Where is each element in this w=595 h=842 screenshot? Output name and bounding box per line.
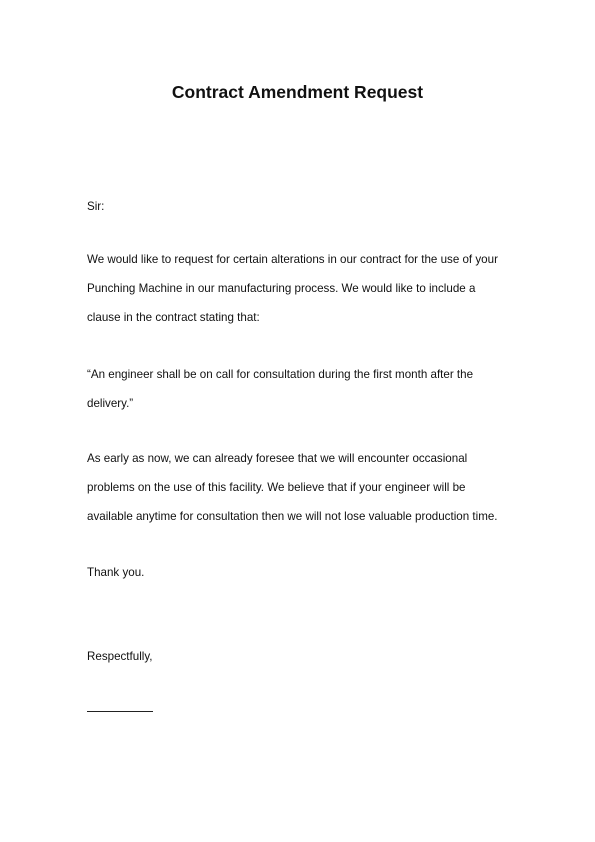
document-title: Contract Amendment Request <box>171 82 424 102</box>
paragraph-request <box>87 245 527 332</box>
quote-line: delivery.” <box>87 397 134 410</box>
thanks <box>87 558 527 587</box>
signature-line <box>87 711 153 712</box>
paragraph-line: available anytime for consultation then we will not lose valuable production time. <box>87 510 498 523</box>
paragraph-line: problems on the use of this facility. We believe that if your engineer will be <box>87 481 466 494</box>
closing-text: Respectfully, <box>87 650 153 663</box>
quote-line: “An engineer shall be on call for consultation during the first month after the <box>87 368 474 381</box>
paragraph-line: As early as now, we can already foresee that we will encounter occasional <box>87 452 468 465</box>
paragraph-reason <box>87 444 527 531</box>
quoted-clause <box>87 360 527 418</box>
salutation-text: Sir: <box>87 200 105 213</box>
closing <box>87 642 527 671</box>
paragraph-line: Punching Machine in our manufacturing process. We would like to include a <box>87 282 476 295</box>
salutation <box>87 192 527 221</box>
paragraph-line: We would like to request for certain alterations in our contract for the use of your <box>87 253 498 266</box>
thanks-text: Thank you. <box>87 566 145 579</box>
paragraph-line: clause in the contract stating that: <box>87 311 260 324</box>
